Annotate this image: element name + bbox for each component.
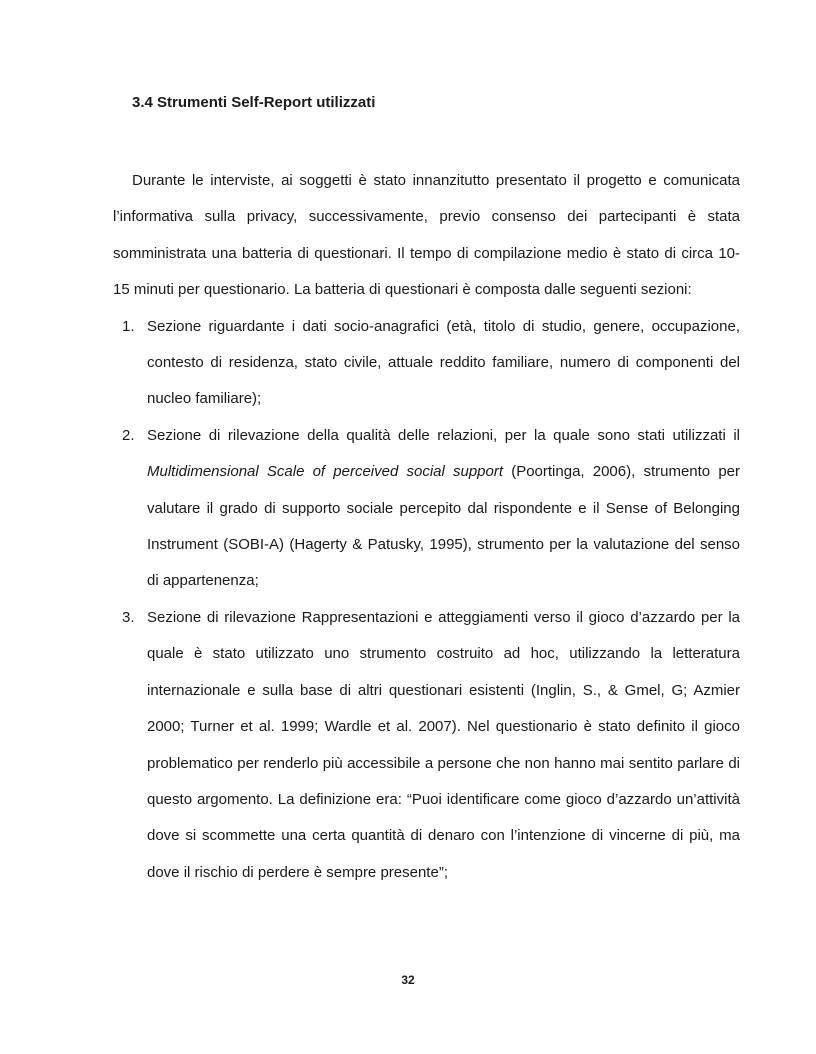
sections-list bbox=[113, 309, 740, 892]
instrument-title: Multidimensional Scale of perceived social support bbox=[147, 463, 504, 481]
list-item-number: 1. bbox=[122, 317, 135, 335]
page-number: 32 bbox=[401, 973, 415, 987]
list-item bbox=[113, 309, 740, 418]
body-text bbox=[113, 163, 740, 891]
list-item-number: 3. bbox=[122, 608, 135, 626]
intro-paragraph: Durante le interviste, ai soggetti è stato innanzitutto presentato il progetto e comunicata l’informativa sulla privacy, successivamente, previo consenso dei partecipanti è stata somministrata una batteria di questionari. Il tempo di compilazione medio è stato di circa 10-15 minuti per questionario. La batteria di questionari è composta dalle seguenti sezioni: bbox=[113, 172, 740, 299]
section-heading: 3.4 Strumenti Self-Report utilizzati bbox=[132, 94, 376, 111]
list-item-text: Sezione riguardante i dati socio-anagrafici (età, titolo di studio, genere, occupazione, contesto di residenza, stato civile, attuale reddito familiare, numero di componenti del nucleo familiare); bbox=[147, 317, 740, 408]
list-item bbox=[113, 600, 740, 891]
list-item-text-before: Sezione di rilevazione della qualità delle relazioni, per la quale sono stati utilizzati il bbox=[147, 426, 740, 444]
list-item-number: 2. bbox=[122, 426, 135, 444]
list-item-text: Sezione di rilevazione Rappresentazioni e atteggiamenti verso il gioco d’azzardo per la quale è stato utilizzato uno strumento costruito ad hoc, utilizzando la letteratura internazionale e sulla base di altri questionari esistenti (Inglin, S., & Gmel, G; Azmier 2000; Turner et al. 1999; Wardle et al. 2007). Nel questionario è stato definito il gioco problematico per renderlo più accessibile a persone che non hanno mai sentito parlare di questo argomento. La definizione era: “Puoi identificare come gioco d’azzardo un’attività dove si scommette una certa quantità di denaro con l’intenzione di vincerne di più, ma dove il rischio di perdere è sempre presente”; bbox=[147, 608, 740, 881]
list-item-text-after: (Poortinga, 2006), strumento per valutare il grado di supporto sociale percepito dal rispondente e il Sense of Belonging Instrument (SOBI-A) (Hagerty & Patusky, 1995), strumento per la valutazione del senso di appartenenza; bbox=[147, 463, 740, 590]
list-item bbox=[113, 418, 740, 600]
